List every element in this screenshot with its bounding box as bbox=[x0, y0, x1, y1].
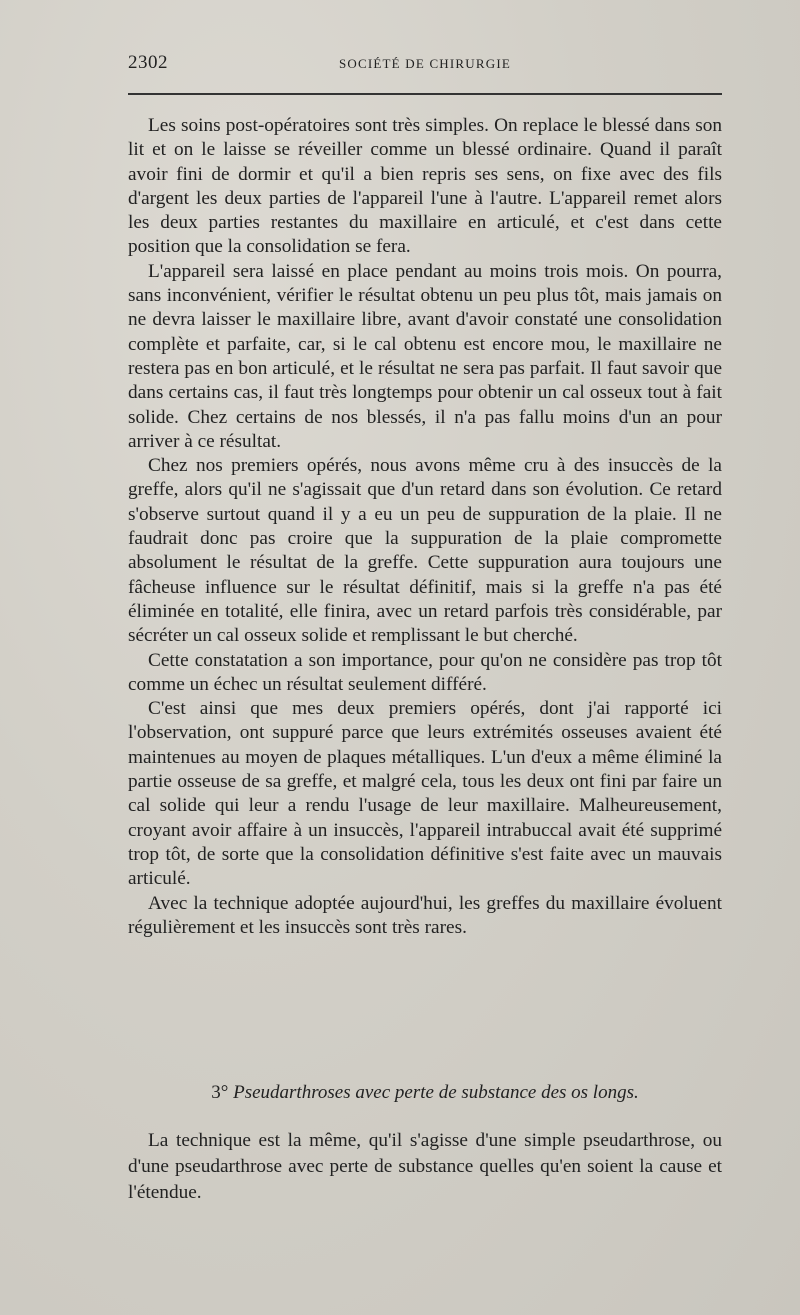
main-text bbox=[128, 114, 722, 940]
paragraph: Avec la technique adoptée aujourd'hui, les greffes du maxillaire évoluent régulièrement et les insuccès sont très rares. bbox=[128, 892, 722, 938]
paragraph: C'est ainsi que mes deux premiers opérés, dont j'ai rapporté ici l'observation, ont suppuré parce que leurs extrémités osseuses avaient été maintenues au moyen de plaques métalliques. L'un d'eux a même éliminé la partie osseuse de sa greffe, et malgré cela, tous les deux ont fini par faire un cal solide qui leur a rendu l'usage de leur maxillaire. Malheureusement, croyant avoir affaire à un insuccès, l'appareil intrabuccal avait été supprimé trop tôt, de sorte que la consolidation définitive s'est faite avec un mauvais articulé. bbox=[128, 698, 722, 890]
paragraph: Cette constatation a son importance, pour qu'on ne considère pas trop tôt comme un échec un résultat seulement différé. bbox=[128, 649, 722, 695]
section-text bbox=[128, 1128, 722, 1206]
page-number: 2302 bbox=[128, 52, 168, 73]
section-number: 3° bbox=[211, 1082, 229, 1103]
running-head bbox=[128, 52, 722, 76]
paragraph: Les soins post-opératoires sont très simples. On replace le blessé dans son lit et on le laisse se réveiller comme un blessé ordinaire. Quand il paraît avoir fini de dormir et qu'il a bien repris ses sens, on fixe avec des fils d'argent les deux parties de l'appareil l'une à l'autre. L'appareil remet alors les deux parties restantes du maxillaire en articulé, et c'est dans cette position que la consolidation se fera. bbox=[128, 115, 722, 258]
section-title: Pseudarthroses avec perte de substance des os longs. bbox=[233, 1082, 639, 1103]
paragraph: L'appareil sera laissé en place pendant au moins trois mois. On pourra, sans inconvénient, vérifier le résultat obtenu un peu plus tôt, mais jamais on ne devra laisser le maxillaire libre, avant d'avoir constaté une consolidation complète et parfaite, car, si le cal obtenu est encore mou, le maxillaire ne restera pas en bon articulé, et le résultat ne sera pas parfait. Il faut savoir que dans certains cas, il faut très longtemps pour obtenir un cal osseux tout à fait solide. Chez certains de nos blessés, il n'a pas fallu moins d'un an pour arriver à ce résultat. bbox=[128, 260, 722, 452]
paragraph: La technique est la même, qu'il s'agisse d'une simple pseudarthrose, ou d'une pseudarthrose avec perte de substance quelles qu'en soient la cause et l'étendue. bbox=[128, 1130, 722, 1203]
header-rule bbox=[128, 93, 722, 95]
running-title: SOCIÉTÉ DE CHIRURGIE bbox=[338, 56, 512, 71]
paragraph: Chez nos premiers opérés, nous avons même cru à des insuccès de la greffe, alors qu'il ne s'agissait que d'un retard dans son évolution. Ce retard s'observe surtout quand il y a eu un peu de suppuration de la plaie. Il ne faudrait donc pas croire que la suppuration de la plaie compromette absolument le résultat de la greffe. Cette suppuration aura toujours une fâcheuse influence sur le résultat définitif, mais si la greffe n'a pas été éliminée en totalité, elle finira, avec un retard parfois très considérable, par sécréter un cal osseux solide et remplissant le but cherché. bbox=[128, 455, 722, 647]
section-heading bbox=[128, 1081, 722, 1105]
